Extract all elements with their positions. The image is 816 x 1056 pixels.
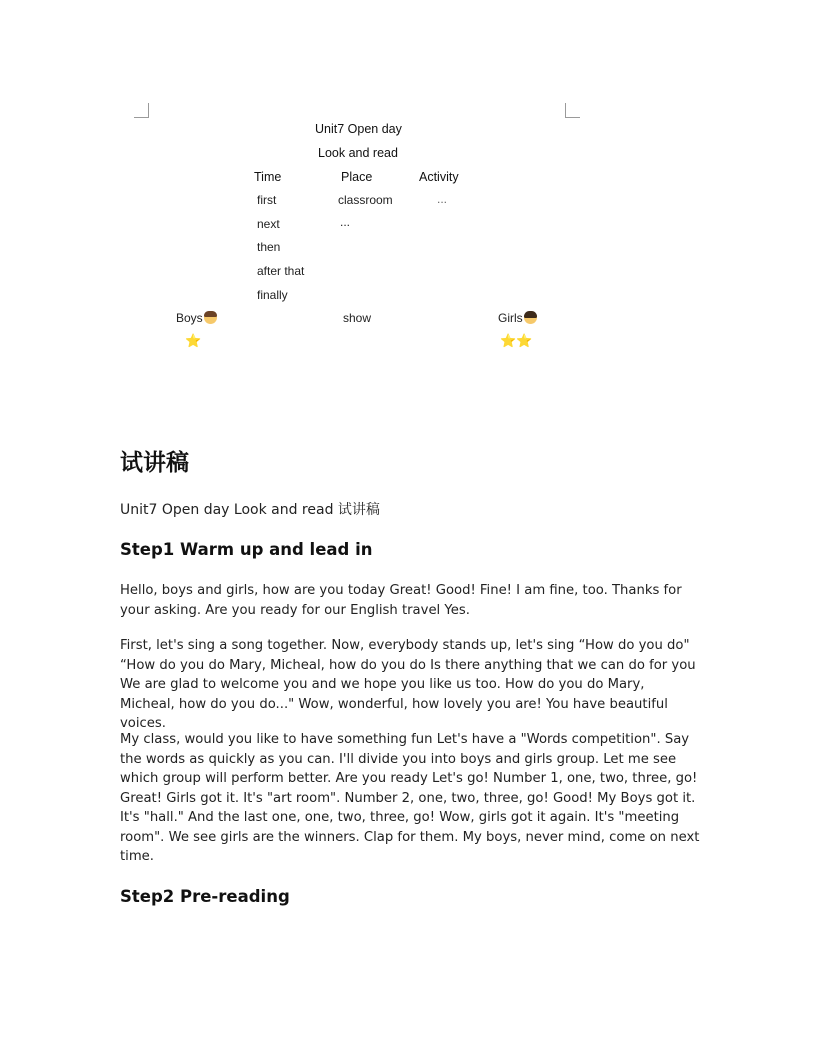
boy-emoji-icon	[204, 311, 217, 324]
paragraph: First, let's sing a song together. Now, everybody stands up, let's sing “How do you do" “How do you do Mary, Micheal, how do you do Is there anything that we can do for you We are glad to welcome you and we hope you like us too. How do you do Mary, Micheal, how do you do..." Wow, wonderful, how lovely you are! You have beautiful voices.	[120, 638, 696, 731]
paragraph: Hello, boys and girls, how are you today Great! Good! Fine! I am fine, too. Thanks for your asking. Are you ready for our English travel Yes.	[120, 583, 682, 618]
time-item: next	[257, 217, 280, 231]
time-item: first	[257, 193, 277, 207]
doc-subtitle: Unit7 Open day Look and read 试讲稿	[120, 502, 380, 518]
place-item: classroom	[338, 193, 393, 207]
table-header-place: Place	[341, 170, 373, 184]
girls-stars: ⭐⭐	[500, 333, 533, 348]
time-item: after that	[257, 264, 305, 278]
time-item: finally	[257, 288, 288, 302]
table-header-time: Time	[254, 170, 282, 184]
show-label: show	[343, 311, 372, 325]
girls-label: Girls	[498, 311, 537, 325]
boys-stars: ⭐	[185, 333, 202, 348]
place-item: ...	[340, 215, 351, 229]
slide-subtitle: Look and read	[318, 146, 398, 160]
activity-item: ...	[437, 192, 448, 206]
step1-heading: Step1 Warm up and lead in	[120, 540, 373, 559]
table-header-activity: Activity	[419, 170, 459, 184]
time-item: then	[257, 240, 281, 254]
paragraph: My class, would you like to have something fun Let's have a "Words competition". Say the words as quickly as you can. I'll divide you into boys and girls group. Let me see which group will perform better. Are you ready Let's go! Number 1, one, two, three, go! Great! Girls got it. It's "art room". Number 2, one, two, three, go! Good! My Boys got it. It's "hall." And the last one, one, two, three, go! Wow, girls got it again. It's "meeting room". We see girls are the winners. Clap for them. My boys, never mind, come on next time.	[120, 732, 700, 864]
doc-heading: 试讲稿	[120, 449, 189, 476]
crop-mark-top-right	[565, 103, 580, 118]
boys-label: Boys	[176, 311, 217, 325]
step2-heading: Step2 Pre-reading	[120, 887, 290, 906]
girl-emoji-icon	[524, 311, 537, 324]
slide-title: Unit7 Open day	[315, 122, 402, 136]
crop-mark-top-left	[134, 103, 149, 118]
